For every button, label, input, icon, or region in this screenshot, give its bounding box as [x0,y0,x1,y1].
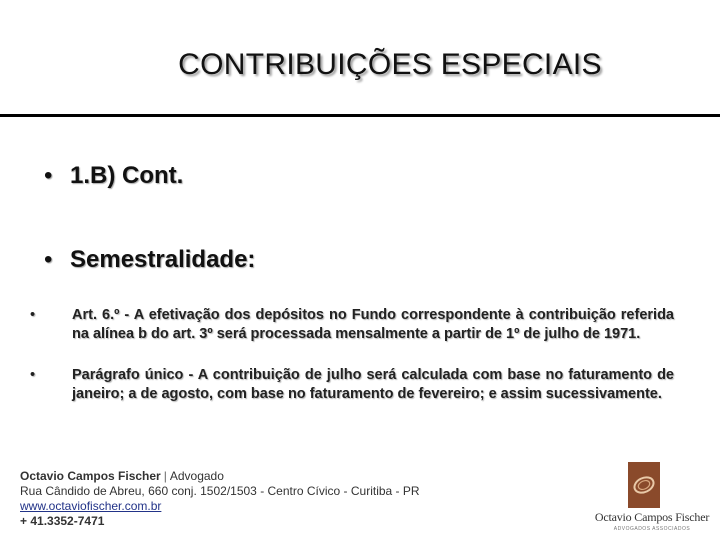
footer-contact [20,469,420,529]
logo-subtitle: ADVOGADOS ASSOCIADOS [613,526,691,532]
footer-website-link[interactable]: www.octaviofischer.com.br [20,499,162,513]
paragraph-sole [30,366,674,404]
footer-name: Octavio Campos Fischer [20,469,161,483]
logo-firm-name: Octavio Campos Fischer [594,510,710,524]
bullet-marker: • [30,367,36,383]
bullet-text: Semestralidade: [70,246,256,273]
bullet-marker: • [44,246,53,273]
bullet-item [44,162,183,190]
bullet-marker: • [30,307,36,323]
paragraph-text: Art. 6.º - A efetivação dos depósitos no Fundo correspondente à contribuição referida na alínea b do art. 3º será processada mensalmente a partir de 1º de julho de 1971. [72,307,674,342]
bullet-item [44,246,255,274]
footer-address: Rua Cândido de Abreu, 660 conj. 1502/1503 - Centro Cívico - Curitiba - PR [20,484,420,498]
footer-role: Advogado [169,469,224,483]
slide-title: CONTRIBUIÇÕES ESPECIAIS [178,48,602,81]
bullet-marker: • [44,162,53,189]
bullet-text: 1.B) Cont. [70,162,184,189]
footer-phone: + 41.3352-7471 [20,514,105,528]
footer-separator: | [163,469,167,483]
paragraph-article [30,306,674,344]
paragraph-text: Parágrafo único - A contribuição de julho será calculada com base no faturamento de janeiro; a de agosto, com base no faturamento de fevereiro; e assim sucessivamente. [72,367,674,402]
firm-logo-icon [628,462,660,508]
logo-ring-icon [628,462,660,508]
title-divider [0,114,720,117]
footer-name-line [20,469,420,484]
